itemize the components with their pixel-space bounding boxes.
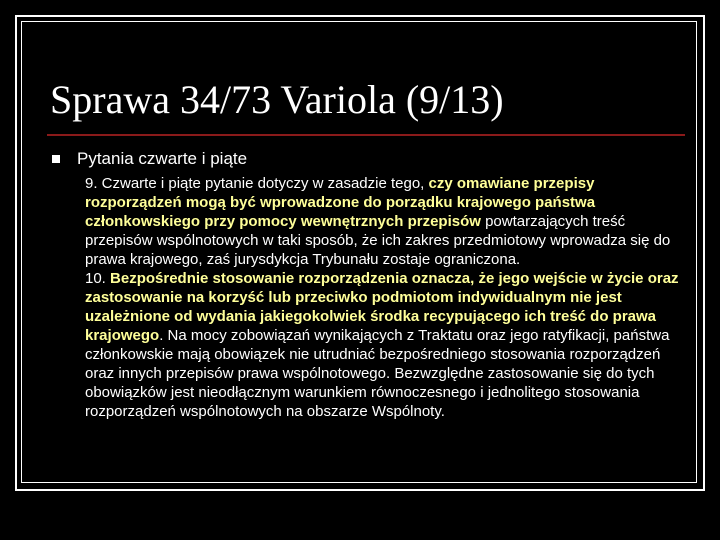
slide-title: Sprawa 34/73 Variola (9/13) — [50, 77, 504, 122]
square-bullet-icon — [52, 155, 60, 163]
paragraph-10-tail: . Na mocy zobowiązań wynikających z Traktatu oraz jego ratyfikacji, państwa członkowskie mają obowiązek nie utrudniać bezpośredniego stosowania rozporządzeń oraz innych przepisów prawa wspólnotowego. Bezwzględne zastosowanie się do tych obowiązków jest nieodłącznym warunkiem równoczesnego i jednolitego stosowania rozporządzeń wspólnotowych na obszarze Wspólnoty. — [85, 327, 670, 420]
paragraph-9 — [85, 174, 683, 269]
paragraph-10-lead: 10. — [85, 270, 111, 287]
title-divider — [47, 134, 685, 136]
paragraph-9-lead: 9. Czwarte i piąte pytanie dotyczy w zasadzie tego, — [85, 175, 429, 192]
slide-body — [85, 174, 683, 483]
paragraph-9-tail: powtarzających treść przepisów wspólnotowych w taki sposób, że ich zakres przedmiotowy wprowadza się do prawa krajowego, zaś jurysdykcja Trybunału zostaje ograniczona. — [85, 213, 671, 268]
paragraph-10-highlight: Bezpośrednie stosowanie rozporządzenia oznacza, że jego wejście w życie oraz zastosowanie na korzyść lub przeciwko podmiotom indywidualnym nie jest uzależnione od wydania jakiegokolwiek środka recypującego ich treść do prawa krajowego — [85, 270, 679, 344]
paragraph-10 — [85, 269, 683, 421]
bullet-label: Pytania czwarte i piąte — [77, 149, 248, 168]
paragraph-9-highlight: czy omawiane przepisy rozporządzeń mogą być wprowadzone do porządku krajowego państwa członkowskiego przy pomocy wewnętrznych przepisów — [85, 175, 596, 230]
bullet-item — [52, 148, 682, 172]
